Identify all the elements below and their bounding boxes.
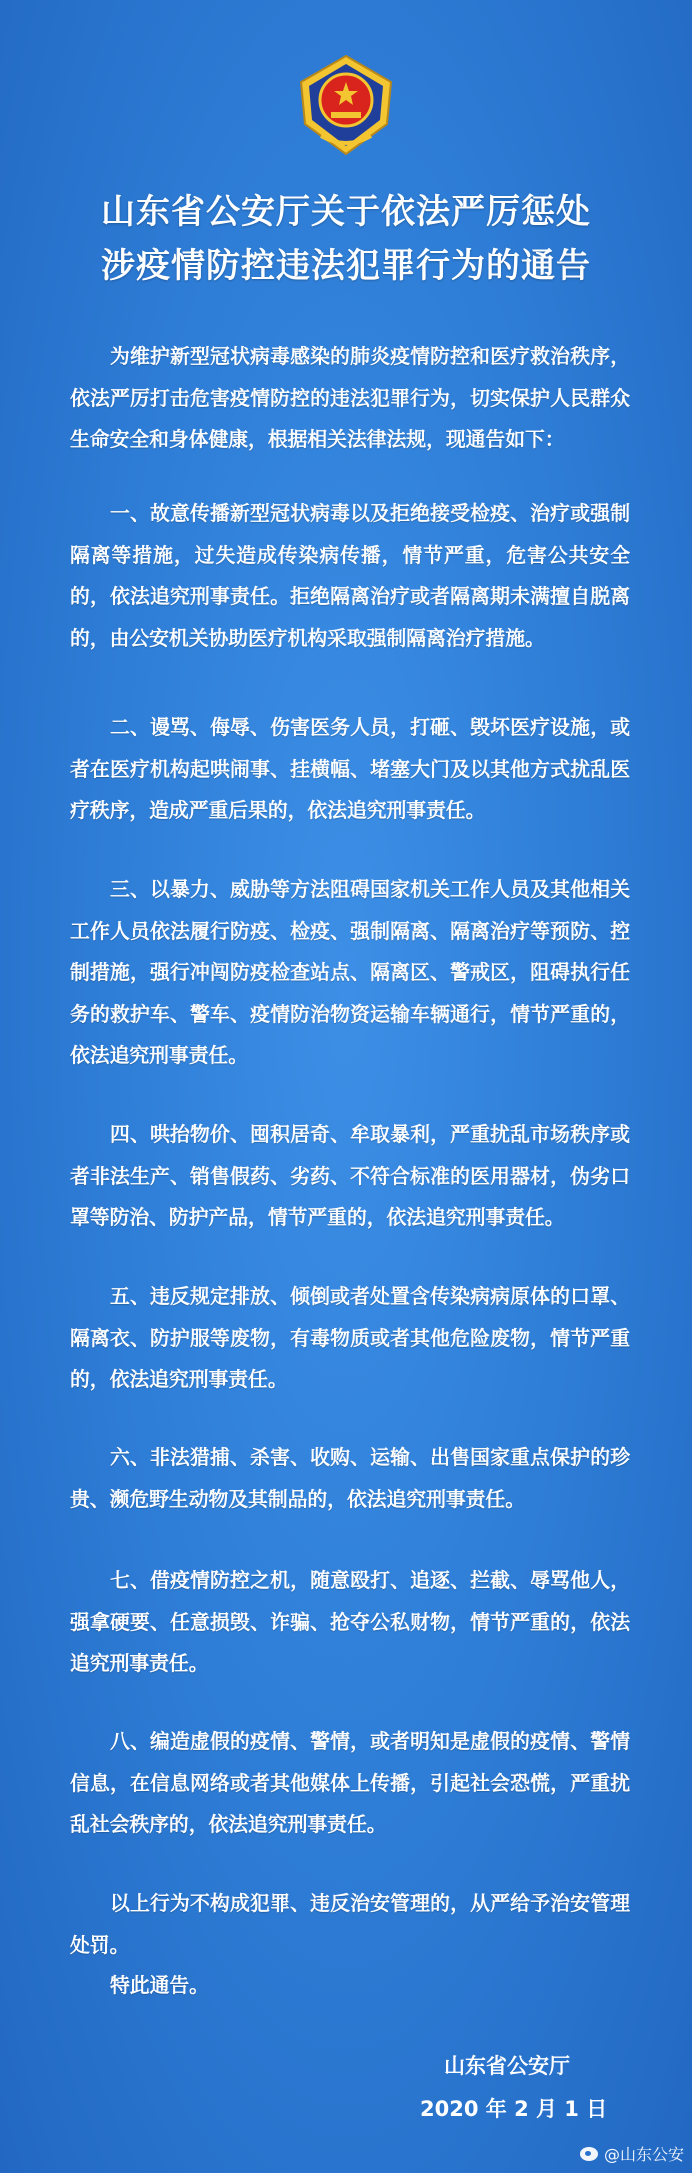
closing-paragraph: 以上行为不构成犯罪、违反治安管理的，从严给予治安管理处罚。 (70, 1892, 630, 1957)
notice-text: 特此通告。 (110, 1974, 209, 1997)
title-line-1: 山东省公安厅关于依法严厉惩处 (101, 192, 591, 232)
watermark (580, 2142, 684, 2165)
item-8: 八、编造虚假的疫情、警情，或者明知是虚假的疫情、警情信息，在信息网络或者其他媒体上传播，引起社会恐慌，严重扰乱社会秩序的，依法追究刑事责任。 (70, 1730, 630, 1836)
item-6: 六、非法猎捕、杀害、收购、运输、出售国家重点保护的珍贵、濒危野生动物及其制品的，依法追究刑事责任。 (70, 1446, 630, 1511)
title-line-2: 涉疫情防控违法犯罪行为的通告 (101, 246, 591, 286)
police-emblem-icon (291, 50, 401, 160)
item-4: 四、哄抬物价、囤积居奇、牟取暴利，严重扰乱市场秩序或者非法生产、销售假药、劣药、不符合标准的医用器材，伪劣口罩等防治、防护产品，情节严重的，依法追究刑事责任。 (70, 1123, 630, 1229)
item-5: 五、违反规定排放、倾倒或者处置含传染病病原体的口罩、隔离衣、防护服等废物，有毒物质或者其他危险废物，情节严重的，依法追究刑事责任。 (70, 1285, 630, 1391)
weibo-icon (580, 2147, 598, 2161)
intro-paragraph: 为维护新型冠状病毒感染的肺炎疫情防控和医疗救治秩序，依法严厉打击危害疫情防控的违法犯罪行为，切实保护人民群众生命安全和身体健康，根据相关法律法规，现通告如下： (70, 345, 630, 451)
watermark-text: @山东公安 (603, 2145, 684, 2164)
item-2: 二、谩骂、侮辱、伤害医务人员，打砸、毁坏医疗设施，或者在医疗机构起哄闹事、挂横幅、堵塞大门及以其他方式扰乱医疗秩序，造成严重后果的，依法追究刑事责任。 (70, 716, 630, 822)
item-7: 七、借疫情防控之机，随意殴打、追逐、拦截、辱骂他人，强拿硬要、任意损毁、诈骗、抢夺公私财物，情节严重的，依法追究刑事责任。 (70, 1569, 630, 1675)
item-3: 三、以暴力、威胁等方法阻碍国家机关工作人员及其他相关工作人员依法履行防疫、检疫、强制隔离、隔离治疗等预防、控制措施，强行冲闯防疫检查站点、隔离区、警戒区，阻碍执行任务的救护车、警车、疫情防治物资运输车辆通行，情节严重的，依法追究刑事责任。 (70, 878, 630, 1067)
signature-org: 山东省公安厅 (444, 2054, 570, 2078)
signature-date: 2020 年 2 月 1 日 (420, 2097, 608, 2121)
item-1: 一、故意传播新型冠状病毒以及拒绝接受检疫、治疗或强制隔离等措施，过失造成传染病传播，情节严重，危害公共安全的，依法追究刑事责任。拒绝隔离治疗或者隔离期未满擅自脱离的，由公安机关协助医疗机构采取强制隔离治疗措施。 (70, 502, 630, 650)
